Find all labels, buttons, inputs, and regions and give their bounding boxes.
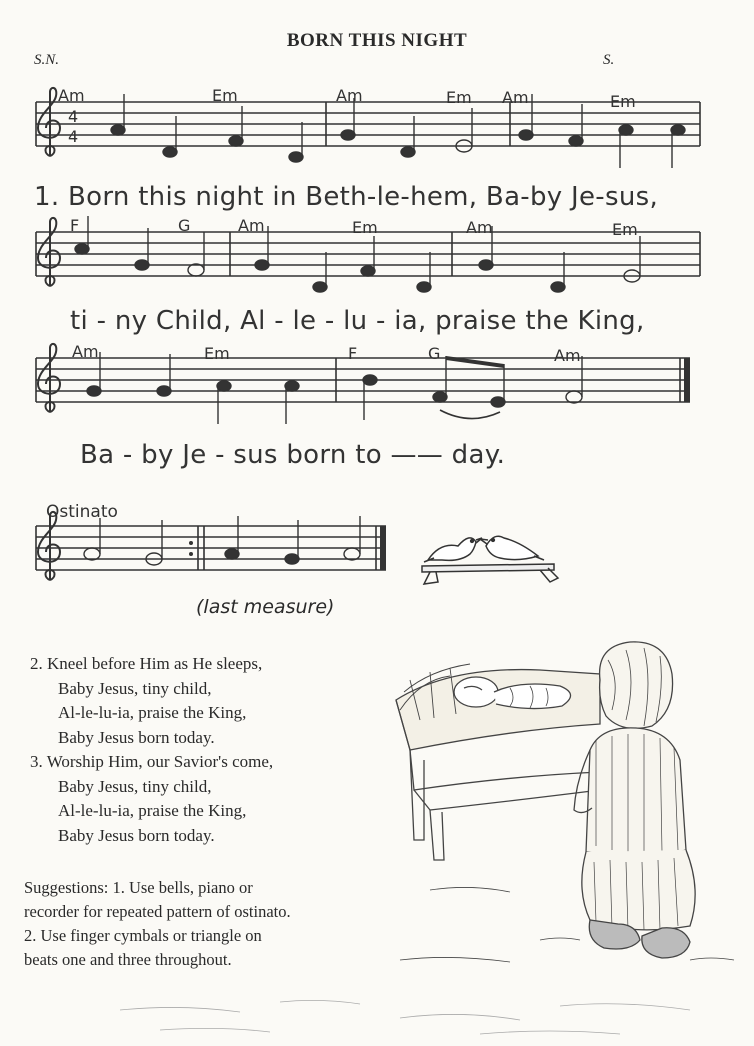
suggestions-line: 2. Use finger cymbals or triangle on bbox=[24, 926, 262, 945]
music-staff-1 bbox=[30, 84, 710, 174]
birds-on-perch-illustration bbox=[420, 512, 560, 592]
music-staff-3 bbox=[30, 340, 700, 440]
chord-label: G bbox=[178, 216, 191, 235]
chord-label: Em bbox=[204, 344, 230, 363]
ostinato-caption: (last measure) bbox=[196, 596, 335, 618]
lyrics-line-3: Ba - by Je - sus born to —— day. bbox=[80, 440, 506, 470]
decorative-floor-lines bbox=[100, 990, 720, 1040]
chord-label: Am bbox=[58, 86, 85, 105]
suggestions-line: beats one and three throughout. bbox=[24, 950, 232, 969]
time-signature-bottom: 4 bbox=[68, 127, 79, 146]
time-signature-top: 4 bbox=[68, 107, 79, 126]
chord-label: Em bbox=[612, 220, 638, 239]
chord-label: Am bbox=[72, 342, 99, 361]
composer-credit: S.N. bbox=[34, 52, 60, 68]
lyrics-line-1: 1. Born this night in Beth-le-hem, Ba-by Je-sus, bbox=[34, 182, 659, 212]
chord-label: Am bbox=[466, 218, 493, 237]
suggestions-line: recorder for repeated pattern of ostinato. bbox=[24, 902, 291, 921]
chord-label: Em bbox=[610, 92, 636, 111]
verse-3-line-4: Baby Jesus born today. bbox=[58, 825, 215, 845]
lyrics-line-2: ti - ny Child, Al - le - lu - ia, praise the King, bbox=[70, 306, 645, 336]
chord-label: Am bbox=[336, 86, 363, 105]
arranger-credit: S. bbox=[603, 52, 615, 68]
chord-label: Em bbox=[446, 88, 472, 107]
chord-label: Em bbox=[212, 86, 238, 105]
chord-label: Am bbox=[502, 88, 529, 107]
verse-3-line-1: 3. Worship Him, our Savior's come, bbox=[30, 752, 274, 771]
chord-label: F bbox=[70, 216, 80, 235]
verse-2-line-4: Baby Jesus born today. bbox=[58, 727, 215, 747]
verse-2-line-1: 2. Kneel before Him as He sleeps, bbox=[30, 654, 263, 673]
suggestions-block bbox=[24, 876, 291, 972]
chord-label: F bbox=[348, 344, 358, 363]
ostinato-label: Ostinato bbox=[46, 502, 118, 522]
page-title: BORN THIS NIGHT bbox=[286, 30, 468, 51]
verses-block bbox=[30, 652, 273, 848]
verse-3-line-3: Al-le-lu-ia, praise the King, bbox=[58, 801, 247, 820]
chord-label: Em bbox=[352, 218, 378, 237]
chord-label: Am bbox=[238, 216, 265, 235]
chord-label: Am bbox=[554, 346, 581, 365]
verse-3-line-2: Baby Jesus, tiny child, bbox=[58, 776, 212, 796]
verse-2-line-3: Al-le-lu-ia, praise the King, bbox=[58, 703, 247, 722]
chord-label: G bbox=[428, 344, 441, 363]
child-kneeling-at-manger-illustration bbox=[390, 640, 740, 970]
suggestions-line: Suggestions: 1. Use bells, piano or bbox=[24, 878, 253, 897]
verse-2-line-2: Baby Jesus, tiny child, bbox=[58, 678, 212, 698]
